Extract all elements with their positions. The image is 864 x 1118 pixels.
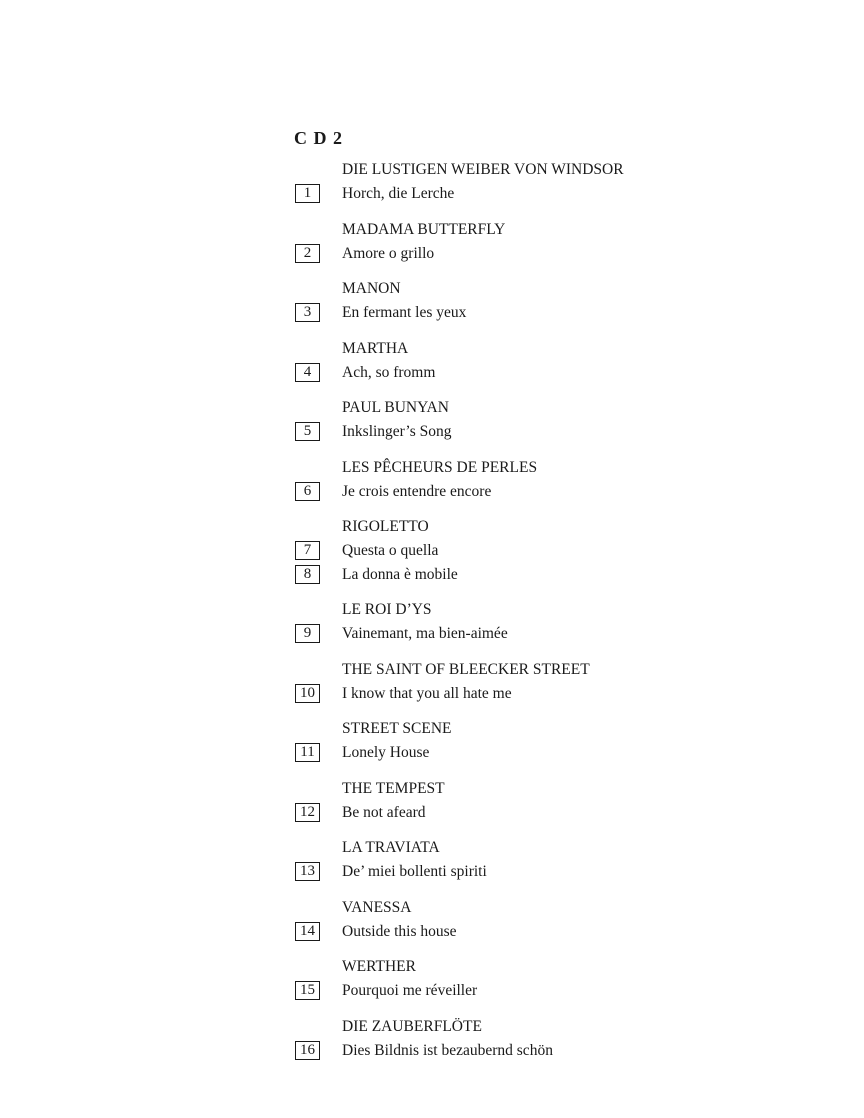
opera-entry [295, 717, 815, 765]
opera-entry [295, 218, 815, 266]
opera-entry [295, 515, 815, 586]
track-number-box: 16 [295, 1041, 320, 1060]
opera-title: VANESSA [342, 898, 412, 916]
track-title: Dies Bildnis ist bezaubernd schön [342, 1041, 553, 1059]
track-row [295, 563, 815, 587]
opera-entry [295, 337, 815, 385]
track-row [295, 860, 815, 884]
track-row [295, 1039, 815, 1063]
track-row [295, 801, 815, 825]
opera-title: DIE LUSTIGEN WEIBER VON WINDSOR [342, 161, 624, 178]
opera-title: MADAMA BUTTERFLY [342, 220, 506, 238]
opera-entry [295, 277, 815, 325]
track-number-box: 4 [295, 363, 320, 382]
track-row [295, 741, 815, 765]
opera-entry [295, 658, 815, 706]
track-number-box: 12 [295, 803, 320, 822]
track-row [295, 361, 815, 385]
track-row [295, 682, 815, 706]
track-title: Ach, so fromm [342, 363, 436, 381]
track-number-box: 7 [295, 541, 320, 560]
track-title: La donna è mobile [342, 565, 458, 583]
track-title: Be not afeard [342, 803, 426, 821]
track-title: Outside this house [342, 922, 457, 940]
opera-title: MARTHA [342, 339, 409, 357]
track-row [295, 420, 815, 444]
track-title: De’ miei bollenti spiriti [342, 863, 487, 880]
track-number-box: 10 [295, 684, 320, 703]
opera-title: LES PÊCHEURS DE PERLES [342, 458, 538, 476]
opera-title: PAUL BUNYAN [342, 399, 449, 416]
opera-entry [295, 598, 815, 646]
track-number-box: 8 [295, 565, 320, 584]
opera-entry [295, 1015, 815, 1063]
opera-entry [295, 777, 815, 825]
track-title: Pourquoi me réveiller [342, 982, 478, 999]
track-number-box: 6 [295, 482, 320, 501]
opera-entry [295, 456, 815, 504]
opera-title: WERTHER [342, 958, 416, 975]
track-number-box: 11 [295, 743, 320, 762]
track-row [295, 979, 815, 1003]
track-title: Inkslinger’s Song [342, 423, 452, 440]
track-number-box: 1 [295, 184, 320, 203]
track-number-box: 15 [295, 981, 320, 1000]
opera-title: LA TRAVIATA [342, 839, 440, 856]
track-number-box: 2 [295, 244, 320, 263]
track-number-box: 9 [295, 624, 320, 643]
track-row [295, 182, 815, 206]
track-row [295, 242, 815, 266]
track-row [295, 539, 815, 563]
opera-entry [295, 896, 815, 944]
track-title: Amore o grillo [342, 244, 435, 262]
track-row [295, 622, 815, 646]
track-list [295, 158, 815, 1074]
track-number-box: 5 [295, 422, 320, 441]
track-row [295, 480, 815, 504]
opera-title: DIE ZAUBERFLÖTE [342, 1017, 482, 1035]
track-title: Questa o quella [342, 542, 439, 559]
track-title: Horch, die Lerche [342, 185, 455, 202]
track-row [295, 301, 815, 325]
track-number-box: 3 [295, 303, 320, 322]
track-title: Lonely House [342, 744, 430, 761]
opera-entry [295, 955, 815, 1003]
opera-title: THE TEMPEST [342, 779, 445, 797]
opera-entry [295, 836, 815, 884]
opera-title: THE SAINT OF BLEECKER STREET [342, 660, 590, 678]
track-title: Je crois entendre encore [342, 482, 492, 500]
opera-entry [295, 396, 815, 444]
track-number-box: 13 [295, 862, 320, 881]
track-row [295, 920, 815, 944]
opera-entry [295, 158, 815, 206]
cd-heading: C D 2 [294, 128, 343, 148]
opera-title: STREET SCENE [342, 720, 452, 737]
track-number-box: 14 [295, 922, 320, 941]
track-title: I know that you all hate me [342, 684, 512, 702]
opera-title: RIGOLETTO [342, 518, 429, 535]
opera-title: MANON [342, 280, 401, 297]
track-title: Vainemant, ma bien-aimée [342, 625, 508, 642]
track-title: En fermant les yeux [342, 304, 467, 321]
opera-title: LE ROI D’YS [342, 601, 432, 618]
